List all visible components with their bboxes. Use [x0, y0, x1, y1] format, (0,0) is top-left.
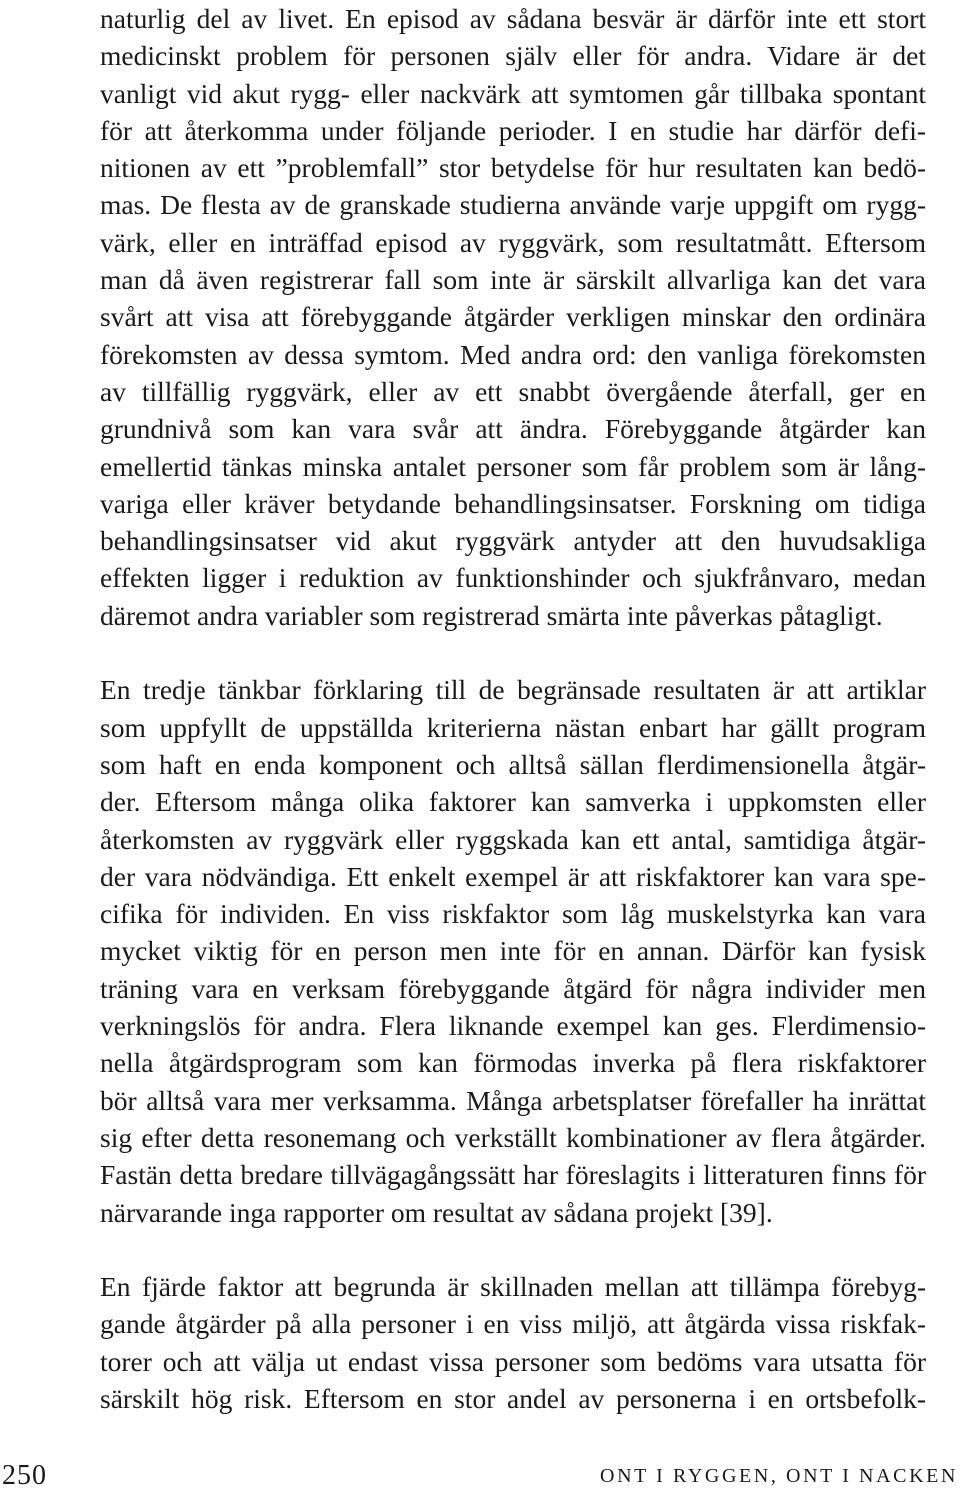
text-line: En tredje tänkbar förklaring till de begränsade resultaten är att artiklar [100, 674, 926, 706]
text-line: der. Eftersom många olika faktorer kan samverka i uppkomsten eller [100, 786, 926, 818]
text-line: som haft en enda komponent och alltså sällan flerdimensionella åtgär- [100, 748, 926, 780]
text-line: naturlig del av livet. En episod av sådana besvär är därför inte ett stort [100, 3, 926, 34]
text-line: grundnivå som kan vara svår att ändra. Förebyggande åtgärder kan [100, 413, 926, 445]
text-line: återkomsten av ryggvärk eller ryggskada kan ett antal, samtidiga åtgär- [100, 823, 926, 855]
text-line: särskilt hög risk. Eftersom en stor andel av personerna i en ortsbefolk- [100, 1382, 926, 1414]
text-line: effekten ligger i reduktion av funktionshinder och sjukfrånvaro, medan [100, 562, 926, 594]
paragraph [100, 1268, 926, 1417]
text-line: mas. De flesta av de granskade studierna använde varje uppgift om rygg- [100, 189, 926, 221]
paragraph [100, 671, 926, 1230]
text-line: verkningslös för andra. Flera liknande exempel kan ges. Flerdimensio- [100, 1010, 926, 1042]
page-number: 250 [2, 1460, 47, 1491]
text-line: förekomsten av dessa symtom. Med andra ord: den vanliga förekomsten [100, 338, 926, 370]
text-line: sig efter detta resonemang och verkställt kombinationer av flera åtgärder. [100, 1121, 926, 1153]
text-line: mycket viktig för en person men inte för en annan. Därför kan fysisk [100, 935, 926, 967]
text-line: behandlingsinsatser vid akut ryggvärk antyder att den huvudsakliga [100, 525, 926, 557]
text-line: torer och att välja ut endast vissa personer som bedöms vara utsatta för [100, 1345, 926, 1377]
text-line: närvarande inga rapporter om resultat av sådana projekt [39]. [100, 1196, 773, 1228]
text-line: bör alltså vara mer verksamma. Många arbetsplatser förefaller ha inrättat [100, 1084, 926, 1116]
text-line: man då även registrerar fall som inte är särskilt allvarliga kan det vara [100, 264, 926, 296]
paragraph-gap [100, 634, 926, 671]
text-line: som uppfyllt de uppställda kriterierna nästan enbart har gällt program [100, 711, 926, 743]
text-line: Fastän detta bredare tillvägagångssätt har föreslagits i litteraturen finns för [100, 1159, 926, 1191]
text-line: värk, eller en inträffad episod av ryggvärk, som resultatmått. Eftersom [100, 226, 926, 258]
text-line: emellertid tänkas minska antalet personer som får problem som är lång- [100, 450, 926, 482]
body-text [100, 0, 926, 1417]
text-line: vanligt vid akut rygg- eller nackvärk att symtomen går tillbaka spontant [100, 77, 926, 109]
text-line: der vara nödvändiga. Ett enkelt exempel är att riskfaktorer kan vara spe- [100, 860, 926, 892]
text-line: nitionen av ett ”problemfall” stor betydelse för hur resultaten kan bedö- [100, 152, 926, 184]
text-line: av tillfällig ryggvärk, eller av ett snabbt övergående återfall, ger en [100, 375, 926, 407]
text-line: En fjärde faktor att begrunda är skillnaden mellan att tillämpa förebyg- [100, 1271, 926, 1303]
text-line: cifika för individen. En viss riskfaktor som låg muskelstyrka kan vara [100, 898, 926, 930]
text-line: variga eller kräver betydande behandlingsinsatser. Forskning om tidiga [100, 487, 926, 519]
text-line: medicinskt problem för personen själv eller för andra. Vidare är det [100, 40, 926, 72]
text-line: svårt att visa att förebyggande åtgärder verkligen minskar den ordinära [100, 301, 926, 333]
text-line: gande åtgärder på alla personer i en viss miljö, att åtgärda vissa riskfak- [100, 1308, 926, 1340]
text-line: däremot andra variabler som registrerad smärta inte påverkas påtagligt. [100, 599, 883, 631]
text-line: nella åtgärdsprogram som kan förmodas inverka på flera riskfaktorer [100, 1047, 926, 1079]
running-title: ONT I RYGGEN, ONT I NACKEN [600, 1465, 958, 1487]
text-line: träning vara en verksam förebyggande åtgärd för några individer men [100, 972, 926, 1004]
text-line: för att återkomma under följande perioder. I en studie har därför defi- [100, 114, 926, 146]
paragraph-gap [100, 1231, 926, 1268]
page-footer [0, 1458, 960, 1494]
paragraph [100, 0, 926, 634]
